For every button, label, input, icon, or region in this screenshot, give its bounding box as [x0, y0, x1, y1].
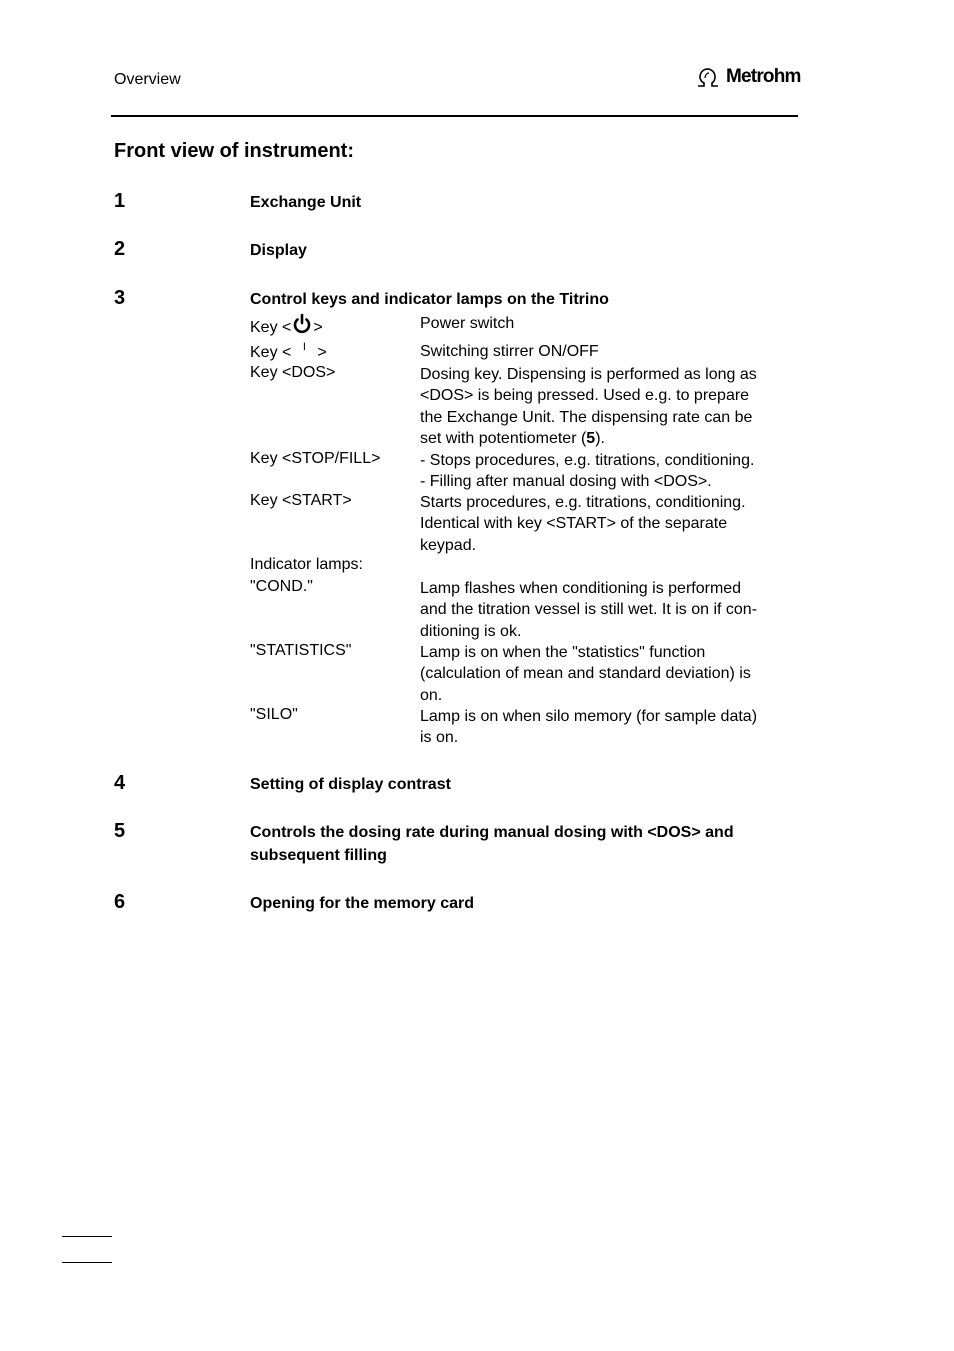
item-number: 5 — [114, 820, 126, 842]
item-heading: Exchange Unit — [250, 194, 362, 211]
item-heading: Setting of display contrast — [250, 776, 451, 793]
running-header: Overview — [114, 71, 181, 88]
key-stirrer-desc: Switching stirrer ON/OFF — [420, 343, 599, 360]
key-start-label: Key <START> — [250, 492, 352, 509]
omega-icon — [696, 66, 722, 88]
item-number: 6 — [114, 891, 126, 913]
footer-rule-bottom — [62, 1262, 112, 1263]
item-number: 2 — [114, 238, 126, 260]
lamp-statistics-desc: Lamp is on when the "statistics" function (calculation of mean and standard deviation) is on. — [420, 644, 751, 704]
lamp-silo-label: "SILO" — [250, 706, 298, 723]
key-start-desc: Starts procedures, e.g. titrations, conditioning. Identical with key <START> of the separate keypad. — [420, 494, 746, 554]
key-power-label: Key < > — [250, 313, 323, 337]
item-number: 3 — [114, 287, 126, 309]
key-dos-desc: Dosing key. Dispensing is performed as long as <DOS> is being pressed. Used e.g. to prepare the Exchange Unit. The dispensing rate can be set with potentiometer (5). — [420, 366, 757, 447]
item-heading: Display — [250, 242, 307, 259]
power-icon — [292, 313, 312, 335]
item-number: 4 — [114, 772, 126, 794]
logo-wordmark: Metrohm — [726, 66, 801, 87]
item-heading: Controls the dosing rate during manual dosing with <DOS> and subsequent filling — [250, 824, 734, 864]
lamp-cond-label: "COND." — [250, 578, 313, 595]
item-number: 1 — [114, 190, 126, 212]
key-stirrer-label: Key < I > — [250, 341, 327, 361]
key-stopfill-desc: - Stops procedures, e.g. titrations, conditioning. - Filling after manual dosing with <DOS>. — [420, 452, 755, 491]
item-heading: Control keys and indicator lamps on the Titrino — [250, 291, 609, 308]
stirrer-icon: I — [302, 341, 306, 353]
metrohm-logo — [696, 66, 801, 88]
lamp-silo-desc: Lamp is on when silo memory (for sample data) is on. — [420, 708, 758, 747]
page-title: Front view of instrument: — [114, 140, 354, 162]
lamp-cond-desc: Lamp flashes when conditioning is performed and the titration vessel is still wet. It is on if con- ditioning is ok. — [420, 580, 758, 640]
header-rule — [111, 115, 798, 117]
footer-rule-top — [62, 1236, 112, 1237]
key-dos-label: Key <DOS> — [250, 364, 336, 381]
key-power-desc: Power switch — [420, 315, 515, 332]
lamps-heading: Indicator lamps: — [250, 556, 363, 573]
item-heading: Opening for the memory card — [250, 895, 475, 912]
lamp-statistics-label: "STATISTICS" — [250, 642, 352, 659]
key-stopfill-label: Key <STOP/FILL> — [250, 450, 381, 467]
